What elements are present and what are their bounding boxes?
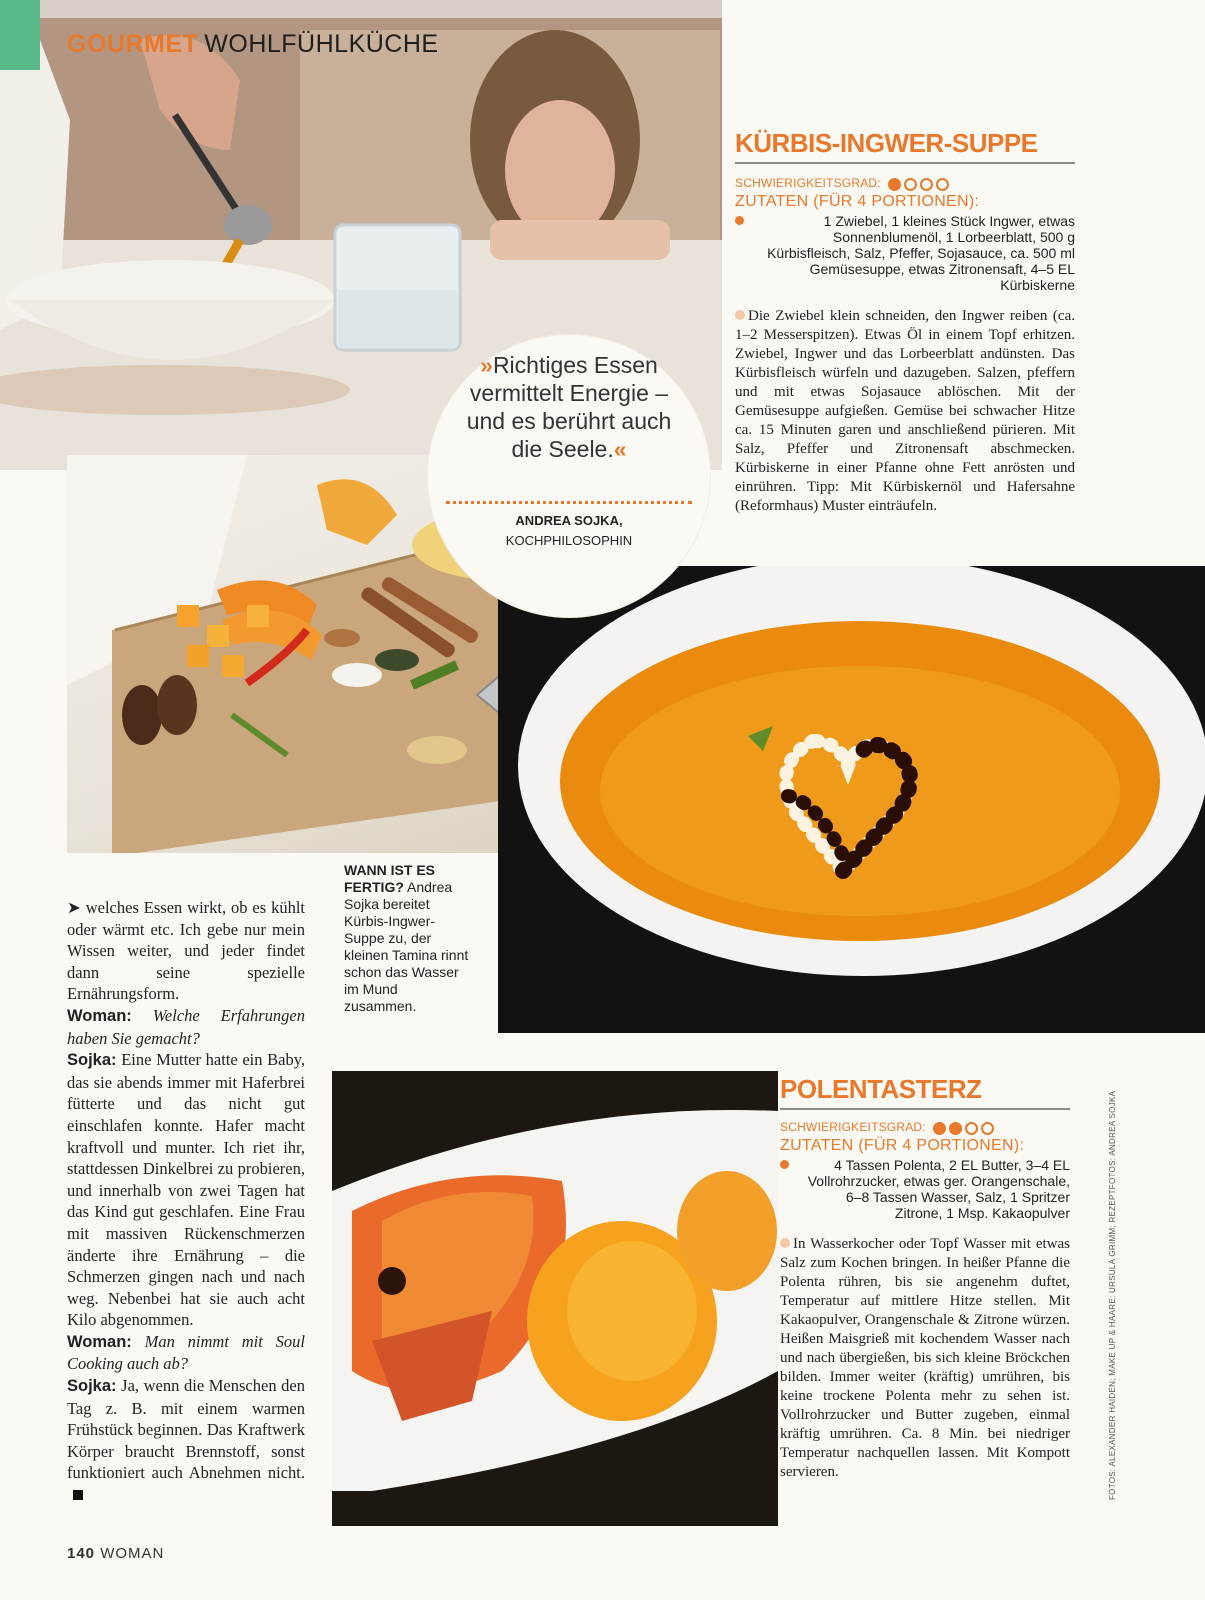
quote-text-block bbox=[466, 351, 672, 463]
photo-pumpkin-soup bbox=[498, 566, 1205, 1033]
article-intro-mark: ➤ bbox=[67, 898, 81, 917]
recipe2-difficulty-dots bbox=[933, 1121, 997, 1135]
footer-magazine: WOMAN bbox=[100, 1545, 165, 1562]
recipe2-method-text: In Wasserkocher oder Topf Wasser mit etwas Salz zum Kochen bringen. In heißer Pfanne die Polenta rühren, bis sie angenehm duftet, Temperatur auf mittlere Hitze stellen. Mit Kakaopulver, Orangenschale & Zitrone würzen. Heißen Maisgrieß mit kochendem Wasser nach und nach übergießen, bis sich kleine Bröckchen bilden. Immer weiter (kräftig) umrühren, bis keine trockene Polenta mehr zu sehen ist. Vollrohrzucker und Butter zugeben, einmal kräftig umrühren. Ca. 8 Min. bei niedriger Temperatur nachquellen lassen. Mit Kompott servieren. bbox=[780, 1235, 1070, 1480]
article-a1-text: Eine Mutter hatte ein Baby, das sie abends immer mit Haferbrei fütterte und das nicht gut einschlafen konnte. Hafer macht kraftvoll und munter. Ich riet ihr, stattdessen Dinkelbrei zu probieren, und innerhalb von zwei Tagen hat das Kind gut geschlafen. Eine Frau mit massiven Rückenschmerzen änderte ihre Ernährung – die Schmerzen gingen nach und nach weg. Nebenbei hat sie auch acht Kilo abgenommen. bbox=[67, 1050, 306, 1330]
recipe2-difficulty-label: SCHWIERIGKEITSGRAD: bbox=[780, 1120, 926, 1134]
recipe1-ingredients bbox=[735, 213, 1075, 293]
caption-heading: WANN IST ES FERTIG? bbox=[344, 862, 436, 895]
difficulty-dot-empty bbox=[904, 178, 917, 191]
quote-author: ANDREA SOJKA, bbox=[515, 513, 623, 528]
recipe1-method bbox=[735, 307, 1075, 516]
article-question-1 bbox=[67, 1005, 305, 1049]
header-gourmet: GOURMET bbox=[67, 30, 199, 58]
polenta-illustration bbox=[332, 1071, 778, 1526]
recipe1-difficulty bbox=[735, 176, 1075, 191]
article-question-2 bbox=[67, 1331, 305, 1375]
article-intro-text: welches Essen wirkt, ob es kühlt oder wärmt etc. Ich gebe nur mein Wissen weiter, und jeder findet dann seine spezielle Ernährungsform. bbox=[67, 898, 305, 1004]
difficulty-dot-empty bbox=[936, 178, 949, 191]
quote-divider bbox=[446, 501, 692, 504]
article-q2-text: Man nimmt mit Soul Cooking auch ab? bbox=[67, 1331, 305, 1374]
recipe2-ingredients-heading: ZUTATEN (FÜR 4 PORTIONEN): bbox=[780, 1136, 1025, 1154]
quote-open-mark: » bbox=[480, 352, 493, 378]
recipe2-difficulty bbox=[780, 1120, 1070, 1135]
difficulty-dot-empty bbox=[981, 1122, 994, 1135]
recipe2-title: POLENTASTERZ bbox=[780, 1074, 982, 1104]
page-number: 140 bbox=[67, 1545, 96, 1562]
difficulty-dot-filled bbox=[949, 1122, 962, 1135]
pumpkin-soup-illustration bbox=[498, 566, 1205, 1033]
recipe2-ingredients-text: 4 Tassen Polenta, 2 EL Butter, 3–4 EL Vollrohrzucker, etwas ger. Orangenschale, 6–8 Tassen Wasser, Salz, 1 Spritzer Zitrone, 1 Msp. Kakaopulver bbox=[807, 1156, 1070, 1221]
recipe-polentasterz bbox=[780, 1074, 1070, 1482]
article-a2-text: Ja, wenn die Menschen den Tag z. B. mit einem warmen Frühstück beginnen. Das Kraftwerk Körper braucht Brennstoff, sonst funktioniert auch Abnehmen nicht. bbox=[67, 1376, 306, 1483]
photo-caption bbox=[344, 862, 472, 1015]
article-q1-text: Welche Erfahrungen haben Sie gemacht? bbox=[67, 1005, 305, 1048]
recipe1-title-rule bbox=[735, 162, 1075, 164]
recipe2-ingredients bbox=[780, 1157, 1070, 1221]
caption-text: Andrea Sojka bereitet Kürbis-Ingwer-Suppe zu, der kleinen Tamina rinnt schon das Wasser im Mund zusammen. bbox=[344, 879, 469, 1014]
article-q2-speaker: Woman: bbox=[67, 1332, 132, 1351]
recipe2-title-rule bbox=[780, 1108, 1070, 1110]
recipe1-ingredients-heading: ZUTATEN (FÜR 4 PORTIONEN): bbox=[735, 192, 980, 210]
article-q1-speaker: Woman: bbox=[67, 1006, 132, 1025]
recipe2-ingredients-bullet bbox=[780, 1160, 789, 1169]
article-intro bbox=[67, 897, 305, 1005]
article-a2-speaker: Sojka: bbox=[67, 1377, 117, 1396]
article-a1-speaker: Sojka: bbox=[67, 1051, 117, 1070]
header-section: WOHLFÜHLKÜCHE bbox=[204, 30, 439, 58]
difficulty-dot-empty bbox=[920, 178, 933, 191]
quote-role: KOCHPHILOSOPHIN bbox=[505, 533, 633, 548]
recipe1-title: KÜRBIS-INGWER-SUPPE bbox=[735, 128, 1038, 158]
difficulty-dot-filled bbox=[888, 178, 901, 191]
recipe2-method-bullet bbox=[780, 1238, 790, 1248]
recipe1-ingredients-text: 1 Zwiebel, 1 kleines Stück Ingwer, etwas Sonnenblumenöl, 1 Lorbeerblatt, 500 g Kürbisfleisch, Salz, Pfeffer, Sojasauce, ca. 500 ml Gemüsesuppe, etwas Zitronensaft, 4–5 EL Kürbiskerne bbox=[767, 212, 1075, 293]
article-answer-2 bbox=[67, 1375, 305, 1506]
recipe1-difficulty-label: SCHWIERIGKEITSGRAD: bbox=[735, 176, 881, 190]
recipe-kuerbis-ingwer-suppe bbox=[735, 128, 1075, 516]
recipe1-method-bullet bbox=[735, 310, 745, 320]
quote-close-mark: « bbox=[613, 436, 627, 462]
photo-polenta bbox=[332, 1071, 778, 1526]
recipe1-method-text: Die Zwiebel klein schneiden, den Ingwer reiben (ca. 1–2 Messerspitzen). Etwas Öl in einem Topf erhitzen. Zwiebel, Ingwer und das Lorbeerblatt andünsten. Das Kürbisfleisch würfeln und dazugeben. Salzen, pfeffern und mit etwas Sojasauce ablöschen. Mit der Gemüsesuppe aufgießen. Gemüse bei schwacher Hitze ca. 15 Minuten garen und anschließend pürieren. Mit Salz, Pfeffer und Zitronensaft abschmecken. Kürbiskerne in einer Pfanne ohne Fett anrösten und einrühren. Tipp: Mit Kürbiskernöl und Hafersahne (Reformhaus) Muster einträufeln. bbox=[735, 307, 1075, 514]
recipe1-difficulty-dots bbox=[888, 177, 952, 191]
article-answer-1 bbox=[67, 1049, 305, 1331]
article-column bbox=[67, 897, 305, 1506]
article-end-mark bbox=[73, 1490, 83, 1500]
recipe2-method bbox=[780, 1235, 1070, 1482]
recipe1-ingredients-bullet bbox=[735, 216, 744, 225]
page-header bbox=[67, 30, 439, 59]
difficulty-dot-filled bbox=[933, 1122, 946, 1135]
page-footer bbox=[67, 1545, 164, 1562]
difficulty-dot-empty bbox=[965, 1122, 978, 1135]
photo-credits: FOTOS: ALEXANDER HAIDEN; MAKE UP & HAARE: URSULA GRIMM; REZEPTFOTOS: ANDREA SOJKA bbox=[1108, 1090, 1117, 1500]
quote-text: Richtiges Essen vermittelt Energie – und es berührt auch die Seele. bbox=[466, 352, 672, 462]
pull-quote bbox=[428, 335, 710, 617]
